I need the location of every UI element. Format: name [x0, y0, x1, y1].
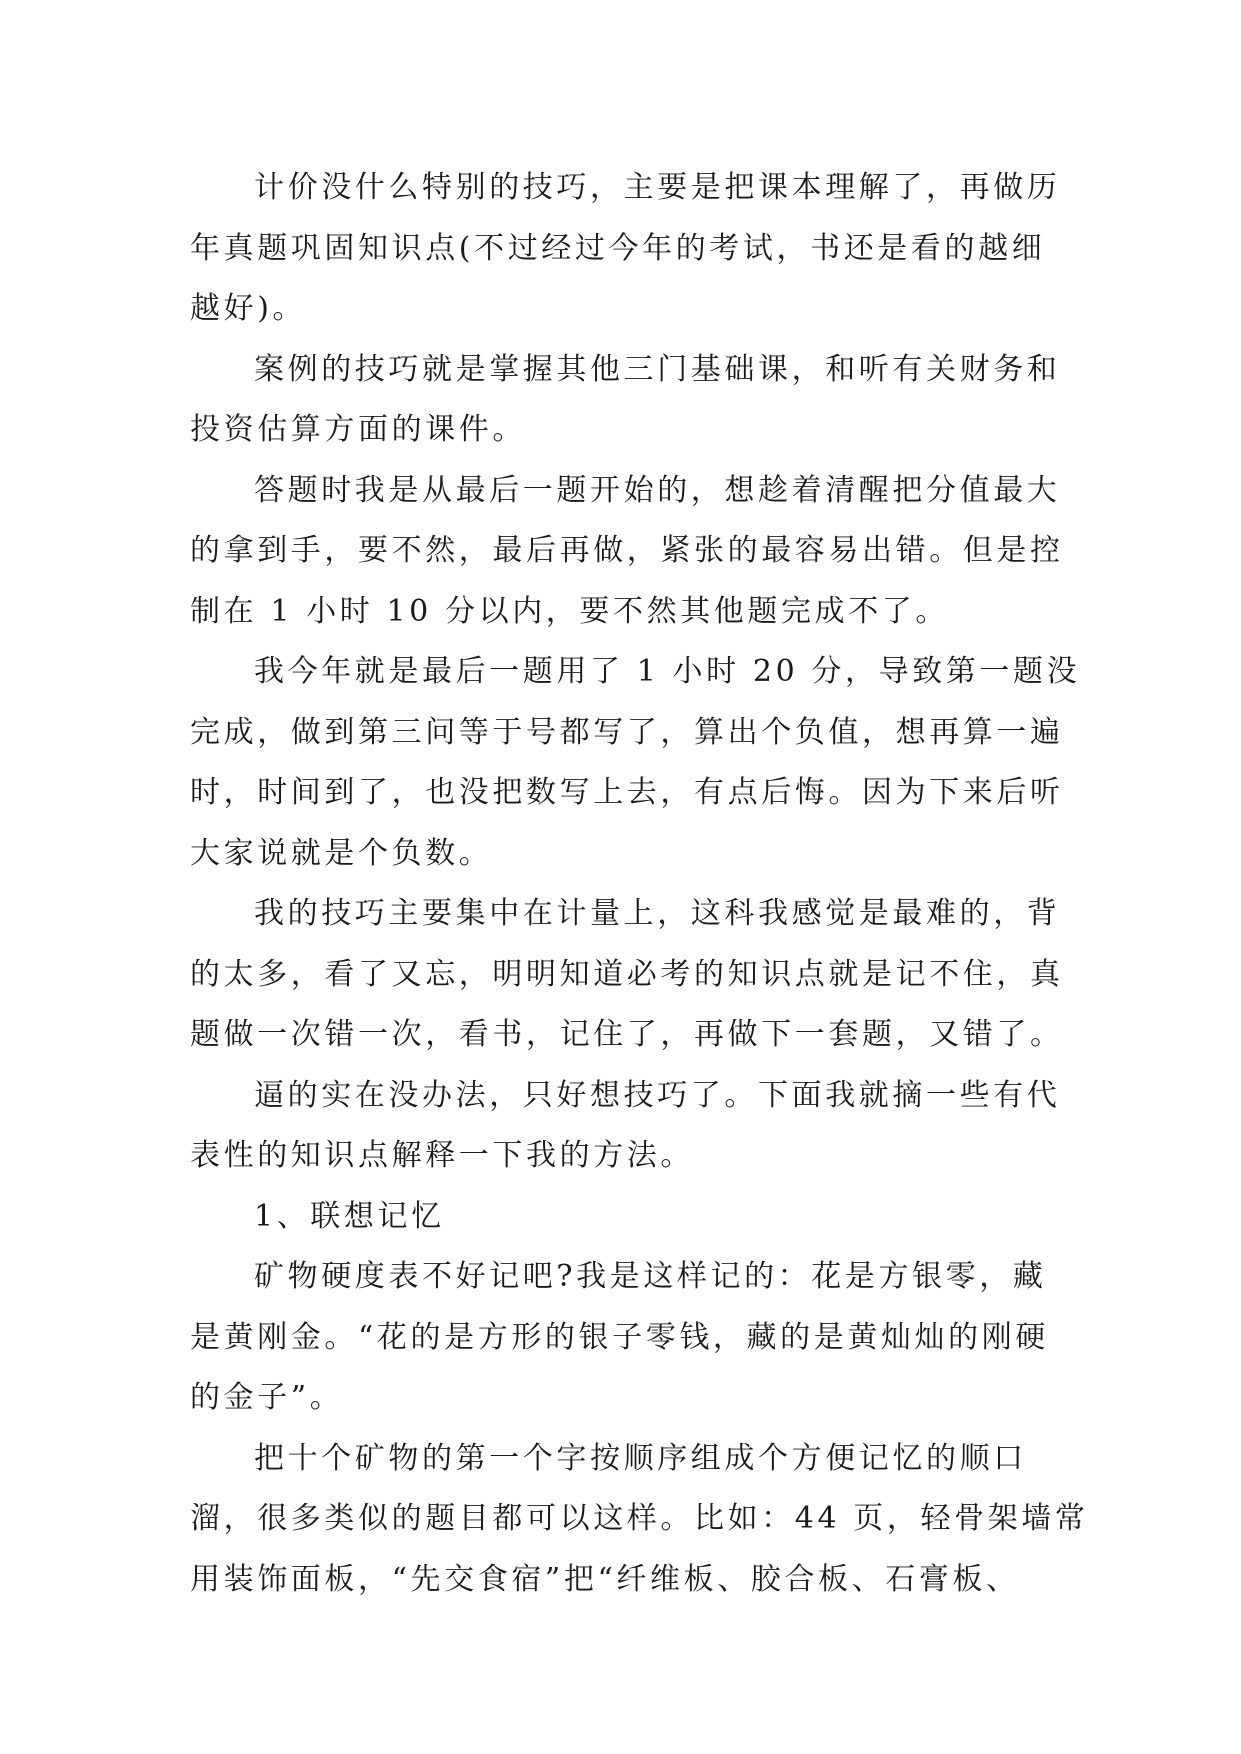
text-line: 表性的知识点解释一下我的方法。: [190, 1138, 694, 1173]
text-line: 我的技巧主要集中在计量上，这科我感觉是最难的，背: [254, 896, 1061, 931]
paragraph: [190, 158, 1060, 340]
text-line: 时，时间到了，也没把数写上去，有点后悔。因为下来后听: [190, 775, 1064, 810]
text-line: 溜，很多类似的题目都可以这样。比如：44 页，轻骨架墙常: [190, 1501, 1089, 1536]
text-line: 案例的技巧就是掌握其他三门基础课，和听有关财务和: [254, 351, 1061, 387]
text-line: 1、联想记忆: [254, 1198, 445, 1234]
paragraph: [190, 1066, 1060, 1187]
text-line: 年真题巩固知识点(不过经过今年的考试，书还是看的越细: [190, 230, 1046, 266]
paragraph: [190, 1429, 1089, 1611]
paragraph: [190, 340, 1060, 461]
text-line: 完成，做到第三问等于号都写了，算出个负值，想再算一遍: [190, 714, 1064, 750]
text-line: 投资估算方面的课件。: [190, 412, 526, 447]
text-line: 的太多，看了又忘，明明知道必考的知识点就是记不住，真: [190, 956, 1064, 992]
text-line: 的拿到手，要不然，最后再做，紧张的最容易出错。但是控: [190, 533, 1064, 568]
paragraph: [190, 642, 1081, 884]
text-line: 用装饰面板，“先交食宿”把“纤维板、胶合板、石膏板、: [190, 1561, 1020, 1597]
paragraph: [190, 1247, 1060, 1429]
text-line: 的金子”。: [190, 1380, 344, 1415]
text-line: 计价没什么特别的技巧，主要是把课本理解了，再做历: [254, 170, 1061, 205]
text-line: 是黄刚金。“花的是方形的银子零钱，藏的是黄灿灿的刚硬: [190, 1319, 1049, 1355]
text-line: 答题时我是从最后一题开始的，想趁着清醒把分值最大: [254, 472, 1061, 508]
text-line: 逼的实在没办法，只好想技巧了。下面我就摘一些有代: [254, 1077, 1061, 1113]
text-line: 越好)。: [190, 291, 307, 326]
text-line: 我今年就是最后一题用了 1 小时 20 分，导致第一题没: [254, 654, 1081, 689]
text-line: 制在 1 小时 10 分以内，要不然其他题完成不了。: [190, 593, 950, 629]
text-line: 大家说就是个负数。: [190, 835, 493, 871]
text-line: 矿物硬度表不好记吧?我是这样记的：花是方银零，藏: [254, 1259, 1047, 1294]
text-line: 题做一次错一次，看书，记住了，再做下一套题，又错了。: [190, 1017, 1064, 1052]
section-heading: [190, 1187, 1060, 1248]
paragraph: [190, 884, 1064, 1066]
paragraph: [190, 461, 1064, 643]
text-line: 把十个矿物的第一个字按顺序组成个方便记忆的顺口: [254, 1440, 1027, 1476]
document-body: [190, 158, 1089, 1610]
